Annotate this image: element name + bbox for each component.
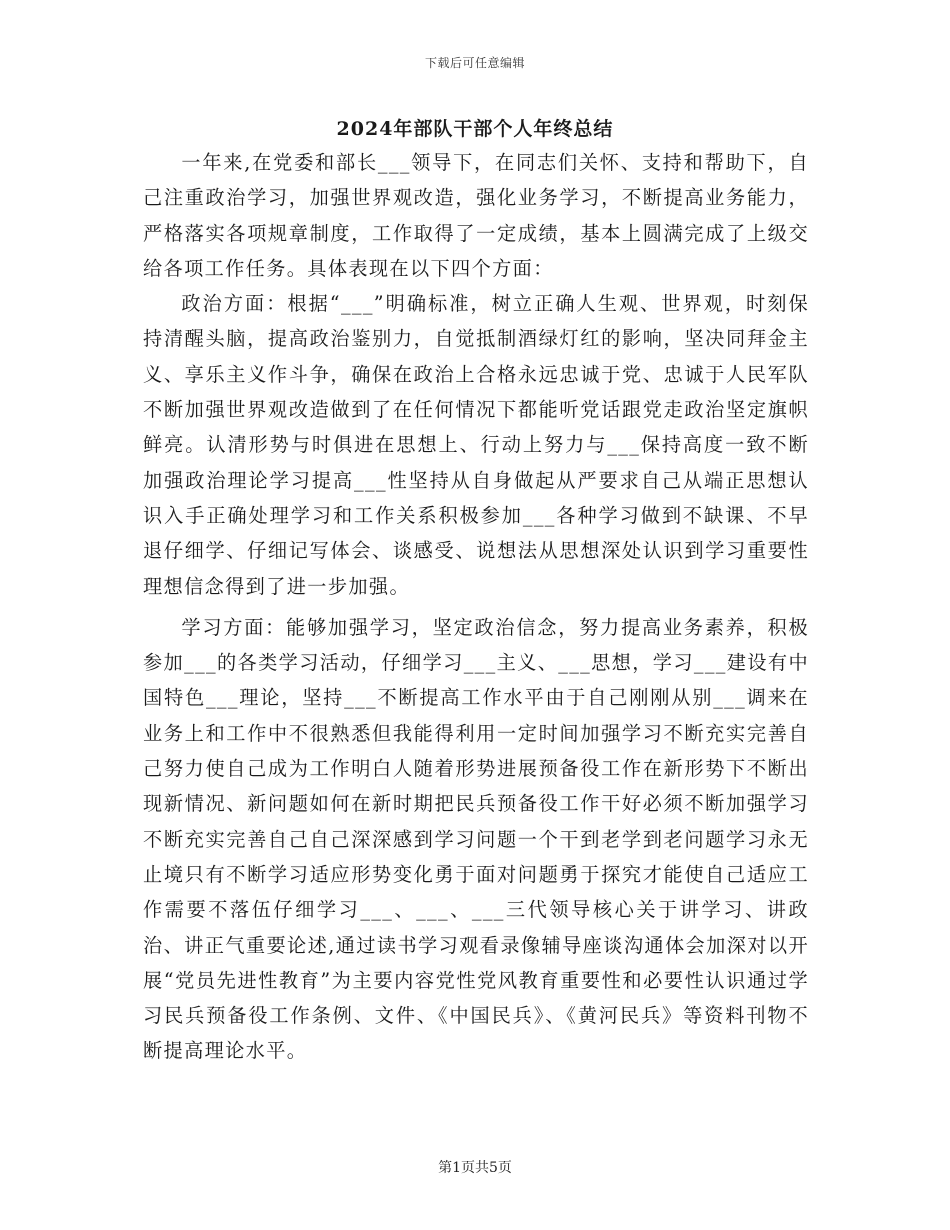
paragraph-intro: 一年来,在党委和部长___领导下，在同志们关怀、支持和帮助下，自己注重政治学习，加强世界观改造，强化业务学习，不断提高业务能力，严格落实各项规章制度，工作取得了一定成绩，基本上圆满完成了上级交给各项工作任务。具体表现在以下四个方面： xyxy=(143,151,809,280)
document-title: 2024年部队干部个人年终总结 xyxy=(336,118,614,140)
paragraph-study: 学习方面：能够加强学习，坚定政治信念，努力提高业务素养，积极参加___的各类学习活动，仔细学习___主义、___思想，学习___建设有中国特色___理论，坚持___不断提高工作水平由于自己刚刚从别___调来在业务上和工作中不很熟悉但我能得利用一定时间加强学习不断充实完善自己努力使自己成为工作明白人随着形势进展预备役工作在新形势下不断出现新情况、新问题如何在新时期把民兵预备役工作干好必须不断加强学习不断充实完善自己自己深深感到学习问题一个干到老学到老问题学习永无止境只有不断学习适应形势变化勇于面对问题勇于探究才能使自己适应工作需要不落伍仔细学习___、___、___三代领导核心关于讲学习、讲政治、讲正气重要论述,通过读书学习观看录像辅导座谈沟通体会加深对以开展“党员先进性教育”为主要内容党性党风教育重要性和必要性认识通过学习民兵预备役工作条例、文件、《中国民兵》、《黄河民兵》等资料刊物不断提高理论水平。 xyxy=(143,615,809,1063)
page-footer: 第1页共5页 xyxy=(438,1160,512,1176)
document-body xyxy=(143,145,809,1069)
header-note: 下载后可任意编辑 xyxy=(424,56,525,70)
paragraph-politics: 政治方面：根据“___”明确标准，树立正确人生观、世界观，时刻保持清醒头脑，提高政治鉴别力，自觉抵制酒绿灯红的影响，坚决同拜金主义、享乐主义作斗争，确保在政治上合格永远忠诚于党、忠诚于人民军队不断加强世界观改造做到了在任何情况下都能听党话跟党走政治坚定旗帜鲜亮。认清形势与时俱进在思想上、行动上努力与___保持高度一致不断加强政治理论学习提高___性坚持从自身做起从严要求自己从端正思想认识入手正确处理学习和工作关系积极参加___各种学习做到不缺课、不早退仔细学、仔细记写体会、谈感受、说想法从思想深处认识到学习重要性理想信念得到了进一步加强。 xyxy=(143,292,809,598)
